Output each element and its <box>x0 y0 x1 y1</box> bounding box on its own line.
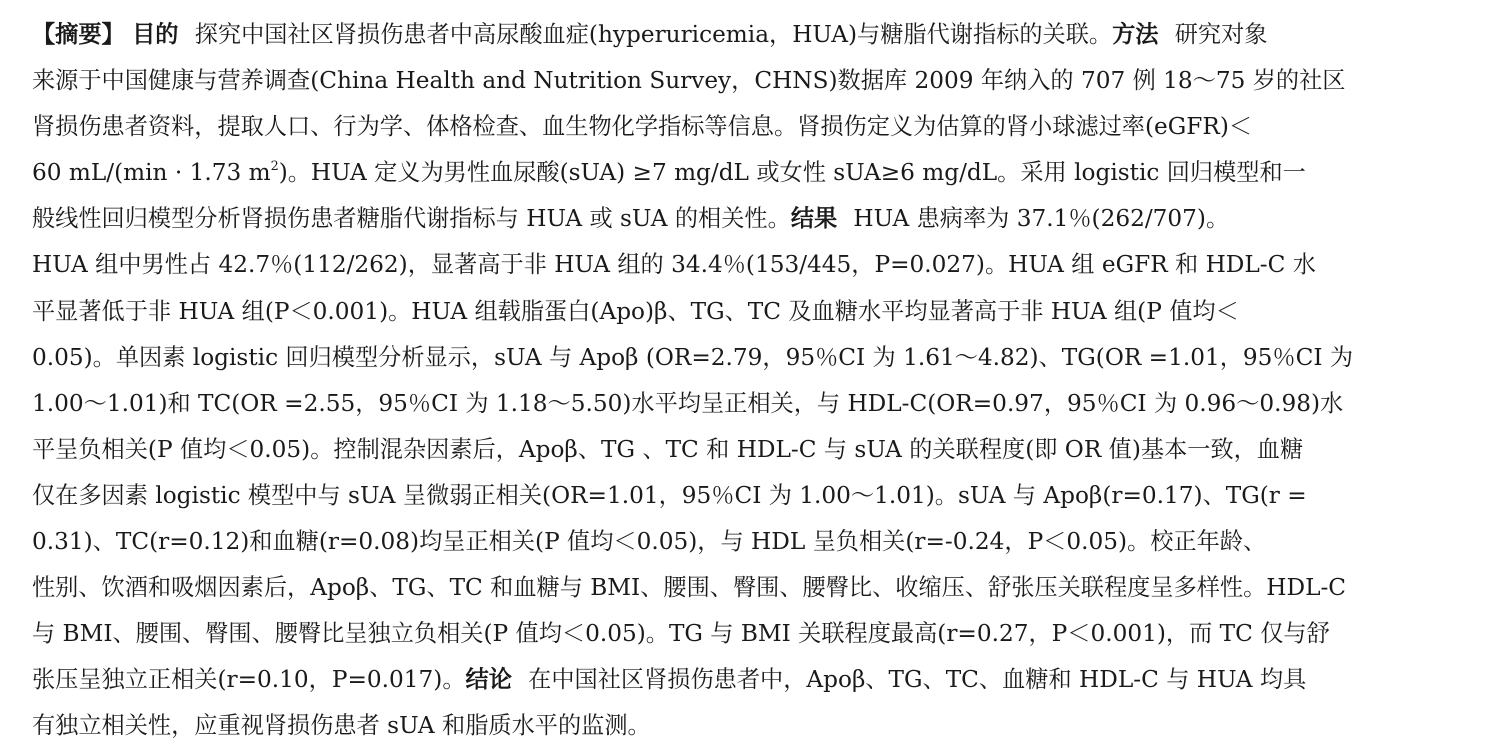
text-line: 性别、饮酒和吸烟因素后，Apoβ、TG、TC 和血糖与 BMI、腰围、臀围、腰臀比、收缩压、舒张压关联程度呈多样性。HDL-C <box>32 574 1347 602</box>
line-text: 在中国社区肾损伤患者中，Apoβ、TG、TC、血糖和 HDL-C 与 HUA 均具 <box>528 666 1307 694</box>
text-line: 1.00～1.01)和 TC(OR =2.55，95％CI 为 1.18～5.50)水平均呈正相关，与 HDL-C(OR=0.97，95％CI 为 0.96～0.98)水 <box>32 389 1344 417</box>
text-line: HUA 组中男性占 42.7％(112/262)，显著高于非 HUA 组的 34.4％(153/445，P=0.027)。HUA 组 eGFR 和 HDL-C 水 <box>32 251 1316 279</box>
objective-label: 目的 <box>132 21 179 48</box>
abstract-paragraph <box>32 12 1462 750</box>
results-label: 结果 <box>790 205 838 233</box>
text-line <box>32 196 1462 242</box>
text-line: 平显著低于非 HUA 组(P＜0.001)。HUA 组载脂蛋白(Apo)β、TG、TC 及血糖水平均显著高于非 HUA 组(P 值均＜ <box>32 297 1239 325</box>
text-line <box>32 657 1462 703</box>
text-line: 仅在多因素 logistic 模型中与 sUA 呈微弱正相关(OR=1.01，95％CI 为 1.00～1.01)。sUA 与 Apoβ(r=0.17)、TG(r = <box>32 481 1307 509</box>
line-text: 张压呈独立正相关(r=0.10，P=0.017)。 <box>32 666 466 694</box>
line-text: 探究中国社区肾损伤患者中高尿酸血症(hyperuricemia，HUA)与糖脂代谢指标的关联。 <box>194 21 1113 48</box>
text-line: 0.05)。单因素 logistic 回归模型分析显示，sUA 与 Apoβ (OR=2.79，95％CI 为 1.61～4.82)、TG(OR =1.01，95％CI 为 <box>32 343 1354 371</box>
conclusion-label: 结论 <box>465 666 512 694</box>
methods-label: 方法 <box>1112 21 1159 48</box>
text-line: 有独立相关性，应重视肾损伤患者 sUA 和脂质水平的监测。 <box>32 712 651 740</box>
line-text: 60 mL/(min · 1.73 m <box>32 159 271 187</box>
line-text: HUA 患病率为 37.1％(262/707)。 <box>853 205 1230 233</box>
text-line: 与 BMI、腰围、臀围、腰臀比呈独立负相关(P 值均＜0.05)。TG 与 BMI 关联程度最高(r=0.27，P＜0.001)，而 TC 仅与舒 <box>32 620 1330 648</box>
line-text: 研究对象 <box>1174 21 1268 48</box>
abstract-label: 【摘要】 <box>32 21 125 48</box>
text-line: 0.31)、TC(r=0.12)和血糖(r=0.08)均呈正相关(P 值均＜0.05)，与 HDL 呈负相关(r=-0.24，P＜0.05)。校正年龄、 <box>32 528 1267 556</box>
text-line: 来源于中国健康与营养调查(China Health and Nutrition Survey，CHNS)数据库 2009 年纳入的 707 例 18～75 岁的社区 <box>32 67 1346 95</box>
line-text: )。HUA 定义为男性血尿酸(sUA) ≥7 mg/dL 或女性 sUA≥6 mg/dL。采用 logistic 回归模型和一 <box>278 159 1306 187</box>
text-line <box>32 12 1462 58</box>
text-line <box>32 150 1462 196</box>
text-line: 平呈负相关(P 值均＜0.05)。控制混杂因素后，Apoβ、TG 、TC 和 HDL-C 与 sUA 的关联程度(即 OR 值)基本一致，血糖 <box>32 435 1304 463</box>
line-text: 般线性回归模型分析肾损伤患者糖脂代谢指标与 HUA 或 sUA 的相关性。 <box>32 205 791 233</box>
superscript: 2 <box>270 159 279 175</box>
text-line: 肾损伤患者资料，提取人口、行为学、体格检查、血生物化学指标等信息。肾损伤定义为估算的肾小球滤过率(eGFR)＜ <box>32 113 1253 141</box>
